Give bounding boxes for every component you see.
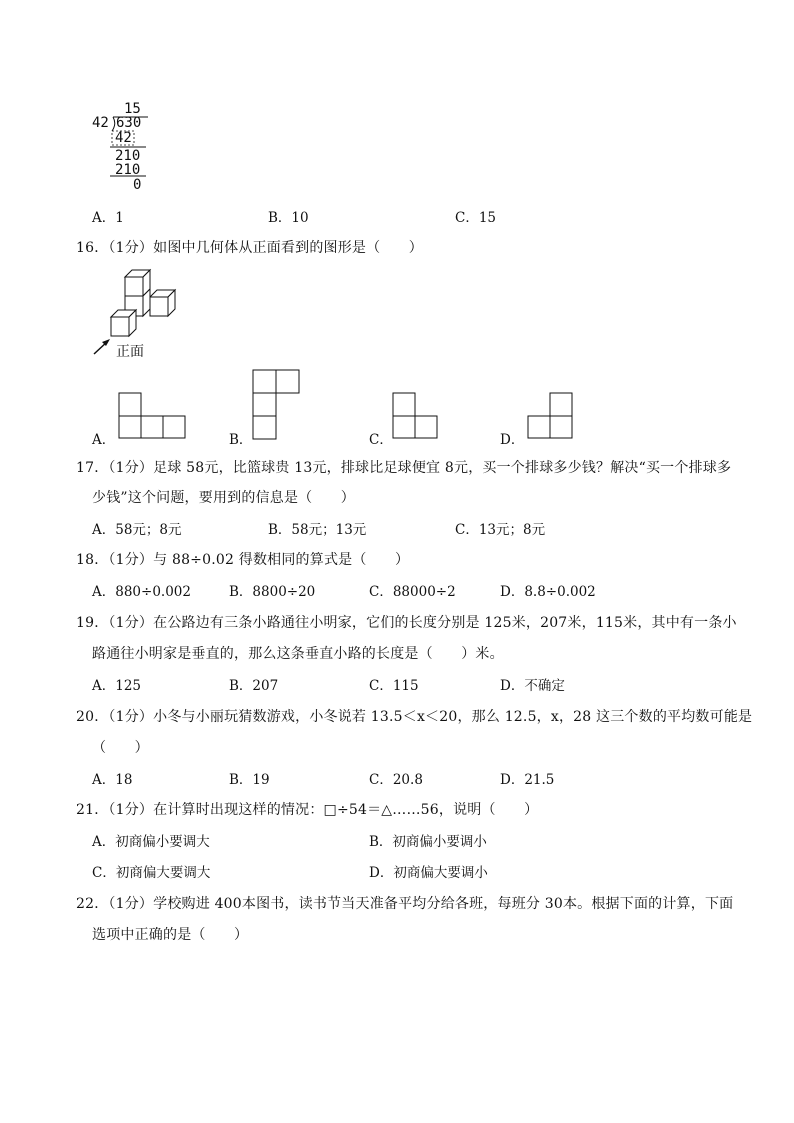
q17-option-a[interactable]: A．58元；8元 <box>92 522 182 538</box>
q17-stem-line1: 17．（1分）足球 58元，比篮球贵 13元，排球比足球便宜 8元，买一个排球多少钱？解决“买一个排球多 <box>76 460 732 476</box>
q20-stem-line2: （ ） <box>92 740 149 756</box>
division-dividend: 630 <box>116 115 142 131</box>
q17-option-c[interactable]: C．13元；8元 <box>455 522 546 538</box>
q19-option-a[interactable]: A．125 <box>92 678 142 694</box>
q21-stem: 21．（1分）在计算时出现这样的情况：□÷54＝△……56，说明（ ） <box>76 802 539 818</box>
division-divisor: 42 <box>92 115 109 131</box>
q19-option-b[interactable]: B．207 <box>229 678 279 694</box>
q19-option-d[interactable]: D．不确定 <box>500 678 565 694</box>
q17-option-b[interactable]: B．58元；13元 <box>268 522 367 538</box>
front-label: 正面 <box>116 344 144 360</box>
q17-stem-line2: 少钱”这个问题，要用到的信息是（ ） <box>92 490 355 506</box>
q18-option-c[interactable]: C．88000÷2 <box>369 584 456 600</box>
q16-option-a-figure[interactable] <box>118 392 188 440</box>
q16-stem: 16．（1分）如图中几何体从正面看到的图形是（ ） <box>76 240 423 256</box>
division-bracket-lines <box>0 0 200 200</box>
q16-option-c-figure[interactable] <box>392 392 442 440</box>
q20-option-c[interactable]: C．20.8 <box>369 772 423 788</box>
q16-option-c-label[interactable]: C． <box>369 432 393 448</box>
division-step-2: 210 <box>115 148 141 164</box>
q22-stem-line2: 选项中正确的是（ ） <box>92 927 249 943</box>
q19-option-c[interactable]: C．115 <box>369 678 419 694</box>
q20-option-a[interactable]: A．18 <box>92 772 133 788</box>
q15-option-c[interactable]: C．15 <box>455 210 497 226</box>
q16-option-a-label[interactable]: A． <box>92 432 116 448</box>
q20-stem-line1: 20．（1分）小冬与小丽玩猜数游戏，小冬说若 13.5＜x＜20，那么 12.5，x，28 这三个数的平均数可能是 <box>76 709 753 725</box>
q15-option-a[interactable]: A．1 <box>92 210 124 226</box>
q16-option-b-figure[interactable] <box>252 369 302 441</box>
q18-option-d[interactable]: D．8.8÷0.002 <box>500 584 596 600</box>
q19-stem-line2: 路通往小明家是垂直的，那么这条垂直小路的长度是（ ）米。 <box>92 646 504 662</box>
division-step-1: 42 <box>115 130 132 146</box>
q19-stem-line1: 19．（1分）在公路边有三条小路通往小明家，它们的长度分别是 125米，207米，115米，其中有一条小 <box>76 615 737 631</box>
q18-stem: 18．（1分）与 88÷0.02 得数相同的算式是（ ） <box>76 552 410 568</box>
q18-option-b[interactable]: B．8800÷20 <box>229 584 316 600</box>
q18-option-a[interactable]: A．880÷0.002 <box>92 584 191 600</box>
q21-option-a[interactable]: A．初商偏小要调大 <box>92 834 210 850</box>
q21-option-c[interactable]: C．初商偏大要调大 <box>92 865 211 881</box>
q22-stem-line1: 22．（1分）学校购进 400本图书，读书节当天准备平均分给各班，每班分 30本。根据下面的计算，下面 <box>76 896 734 912</box>
q21-option-d[interactable]: D．初商偏大要调小 <box>369 865 488 881</box>
q20-option-b[interactable]: B．19 <box>229 772 270 788</box>
q20-option-d[interactable]: D．21.5 <box>500 772 555 788</box>
division-remainder: 0 <box>133 177 142 193</box>
q21-option-b[interactable]: B．初商偏小要调小 <box>369 834 487 850</box>
q16-option-d-figure[interactable] <box>527 392 577 440</box>
division-step-3: 210 <box>115 162 141 178</box>
division-quotient: 15 <box>124 101 141 117</box>
q16-option-d-label[interactable]: D． <box>500 432 525 448</box>
q16-cube-solid-figure <box>90 262 200 362</box>
q16-option-b-label[interactable]: B． <box>229 432 253 448</box>
q15-option-b[interactable]: B．10 <box>268 210 309 226</box>
